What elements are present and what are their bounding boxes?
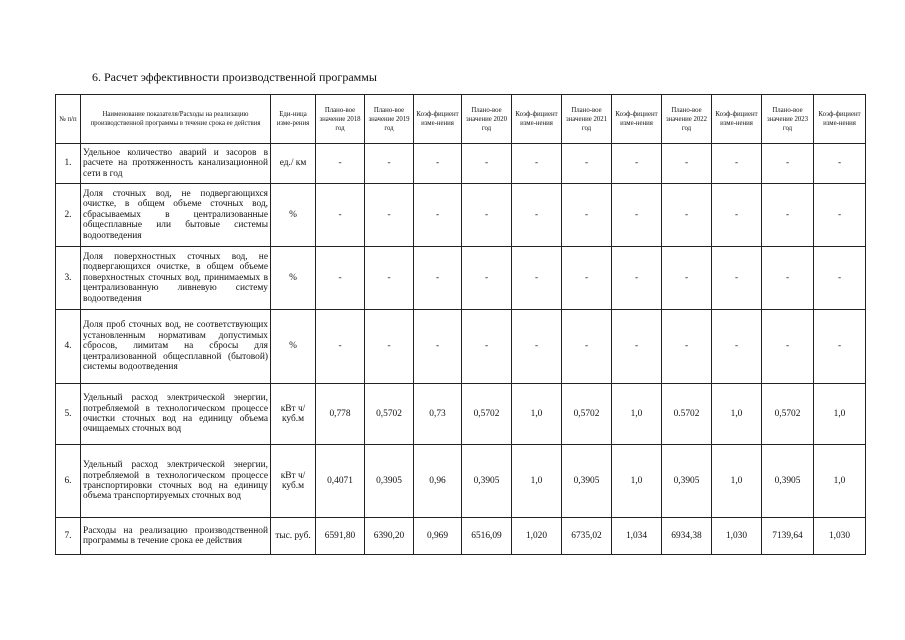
value-cell: -	[612, 310, 662, 384]
header-cell: № п/п	[56, 95, 81, 144]
value-cell: 6591,80	[316, 518, 365, 555]
value-cell: 0,3905	[365, 445, 414, 518]
value-cell: 0,96	[414, 445, 462, 518]
value-cell: -	[562, 184, 612, 247]
value-cell: 7139,64	[762, 518, 814, 555]
row-number: 4.	[56, 310, 81, 384]
value-cell: -	[814, 144, 866, 184]
header-cell: Плано-вое значение 2021 год	[562, 95, 612, 144]
value-cell: -	[612, 247, 662, 310]
value-cell: 0,778	[316, 384, 365, 445]
header-cell: Коэф-фициент изме-нения	[814, 95, 866, 144]
value-cell: -	[365, 247, 414, 310]
value-cell: -	[414, 144, 462, 184]
table-row	[56, 184, 866, 247]
header-cell: Коэф-фициент изме-нения	[512, 95, 562, 144]
table-row	[56, 247, 866, 310]
value-cell: -	[512, 310, 562, 384]
value-cell: -	[365, 184, 414, 247]
indicator-name: Расходы на реализацию производственной программы в течение срока ее действия	[81, 518, 271, 555]
value-cell: 0,5702	[762, 384, 814, 445]
unit-cell: кВт ч/куб.м	[271, 445, 316, 518]
value-cell: -	[562, 247, 612, 310]
value-cell: -	[712, 310, 762, 384]
value-cell: 1,0	[814, 384, 866, 445]
table-row	[56, 310, 866, 384]
value-cell: 0,4071	[316, 445, 365, 518]
unit-cell: тыс. руб.	[271, 518, 316, 555]
value-cell: -	[462, 247, 512, 310]
value-cell: -	[662, 184, 712, 247]
value-cell: -	[662, 247, 712, 310]
value-cell: -	[662, 144, 712, 184]
row-number: 1.	[56, 144, 81, 184]
section-heading: 6. Расчет эффективности производственной программы	[92, 70, 377, 84]
value-cell: 1,0	[512, 384, 562, 445]
value-cell: -	[562, 144, 612, 184]
header-cell: Плано-вое значение 2023 год	[762, 95, 814, 144]
value-cell: 6516,09	[462, 518, 512, 555]
value-cell: -	[316, 247, 365, 310]
unit-cell: ед./ км	[271, 144, 316, 184]
value-cell: 6390,20	[365, 518, 414, 555]
table-row	[56, 518, 866, 555]
value-cell: -	[414, 310, 462, 384]
header-cell: Наименование показателя/Расходы на реализацию производственной программы в течение срока ее действия	[81, 95, 271, 144]
value-cell: -	[814, 247, 866, 310]
value-cell: 1,030	[814, 518, 866, 555]
row-number: 5.	[56, 384, 81, 445]
value-cell: -	[612, 144, 662, 184]
value-cell: -	[462, 184, 512, 247]
indicator-name: Удельный расход электрической энергии, потребляемой в технологическом процессе очистки сточных вод на единицу объема очищаемых сточных вод	[81, 384, 271, 445]
header-cell: Плано-вое значение 2022 год	[662, 95, 712, 144]
value-cell: 1,0	[612, 445, 662, 518]
value-cell: -	[414, 247, 462, 310]
value-cell: -	[365, 310, 414, 384]
value-cell: -	[712, 247, 762, 310]
indicator-name: Удельное количество аварий и засоров в расчете на протяженность канализационной сети в год	[81, 144, 271, 184]
value-cell: 0,5702	[562, 384, 612, 445]
header-cell: Плано-вое значение 2018 год	[316, 95, 365, 144]
value-cell: 1,034	[612, 518, 662, 555]
value-cell: -	[512, 144, 562, 184]
value-cell: 1,0	[612, 384, 662, 445]
value-cell: -	[814, 310, 866, 384]
value-cell: 1,0	[712, 445, 762, 518]
value-cell: -	[462, 144, 512, 184]
value-cell: -	[462, 310, 512, 384]
header-cell: Плано-вое значение 2020 год	[462, 95, 512, 144]
value-cell: -	[814, 184, 866, 247]
efficiency-table	[55, 94, 866, 555]
value-cell: 0,5702	[462, 384, 512, 445]
table-row	[56, 384, 866, 445]
header-cell: Коэф-фициент изме-нения	[712, 95, 762, 144]
header-cell: Еди-ница изме-рения	[271, 95, 316, 144]
value-cell: 0.5702	[662, 384, 712, 445]
value-cell: 0,3905	[462, 445, 512, 518]
value-cell: -	[316, 144, 365, 184]
value-cell: -	[512, 247, 562, 310]
value-cell: 6735,02	[562, 518, 612, 555]
value-cell: -	[712, 144, 762, 184]
indicator-name: Доля поверхностных сточных вод, не подвергающихся очистке, в общем объеме поверхностных сточных вод, принимаемых в централизованную ливневую систему водоотведения	[81, 247, 271, 310]
value-cell: -	[712, 184, 762, 247]
value-cell: 1,0	[512, 445, 562, 518]
value-cell: -	[762, 310, 814, 384]
value-cell: -	[316, 184, 365, 247]
header-cell: Коэф-фициент изме-нения	[612, 95, 662, 144]
value-cell: 1,020	[512, 518, 562, 555]
value-cell: -	[762, 144, 814, 184]
table-row	[56, 144, 866, 184]
unit-cell: %	[271, 247, 316, 310]
unit-cell: %	[271, 184, 316, 247]
value-cell: 1,0	[814, 445, 866, 518]
value-cell: -	[762, 184, 814, 247]
value-cell: -	[762, 247, 814, 310]
value-cell: -	[365, 144, 414, 184]
value-cell: 0,3905	[762, 445, 814, 518]
unit-cell: кВт ч/куб.м	[271, 384, 316, 445]
indicator-name: Доля сточных вод, не подвергающихся очистке, в общем объеме сточных вод, сбрасываемых в централизованные общесплавные или бытовые системы водоотведения	[81, 184, 271, 247]
indicator-name: Доля проб сточных вод, не соответствующих установленным нормативам допустимых сбросов, лимитам на сбросы для централизованной общесплавной (бытовой) системы водоотведения	[81, 310, 271, 384]
value-cell: -	[662, 310, 712, 384]
value-cell: -	[612, 184, 662, 247]
value-cell: 0,73	[414, 384, 462, 445]
value-cell: 6934,38	[662, 518, 712, 555]
indicator-name: Удельный расход электрической энергии, потребляемой в технологическом процессе транспортировки сточных вод на единицу объема транспортируемых сточных вод	[81, 445, 271, 518]
table-row	[56, 445, 866, 518]
row-number: 3.	[56, 247, 81, 310]
row-number: 6.	[56, 445, 81, 518]
value-cell: -	[316, 310, 365, 384]
value-cell: 1,0	[712, 384, 762, 445]
value-cell: 0,3905	[562, 445, 612, 518]
unit-cell: %	[271, 310, 316, 384]
value-cell: 0,969	[414, 518, 462, 555]
value-cell: 0,3905	[662, 445, 712, 518]
value-cell: 1,030	[712, 518, 762, 555]
value-cell: -	[512, 184, 562, 247]
row-number: 2.	[56, 184, 81, 247]
value-cell: -	[562, 310, 612, 384]
value-cell: 0,5702	[365, 384, 414, 445]
row-number: 7.	[56, 518, 81, 555]
value-cell: -	[414, 184, 462, 247]
header-cell: Коэф-фициент изме-нения	[414, 95, 462, 144]
header-row	[56, 95, 866, 144]
header-cell: Плано-вое значение 2019 год	[365, 95, 414, 144]
